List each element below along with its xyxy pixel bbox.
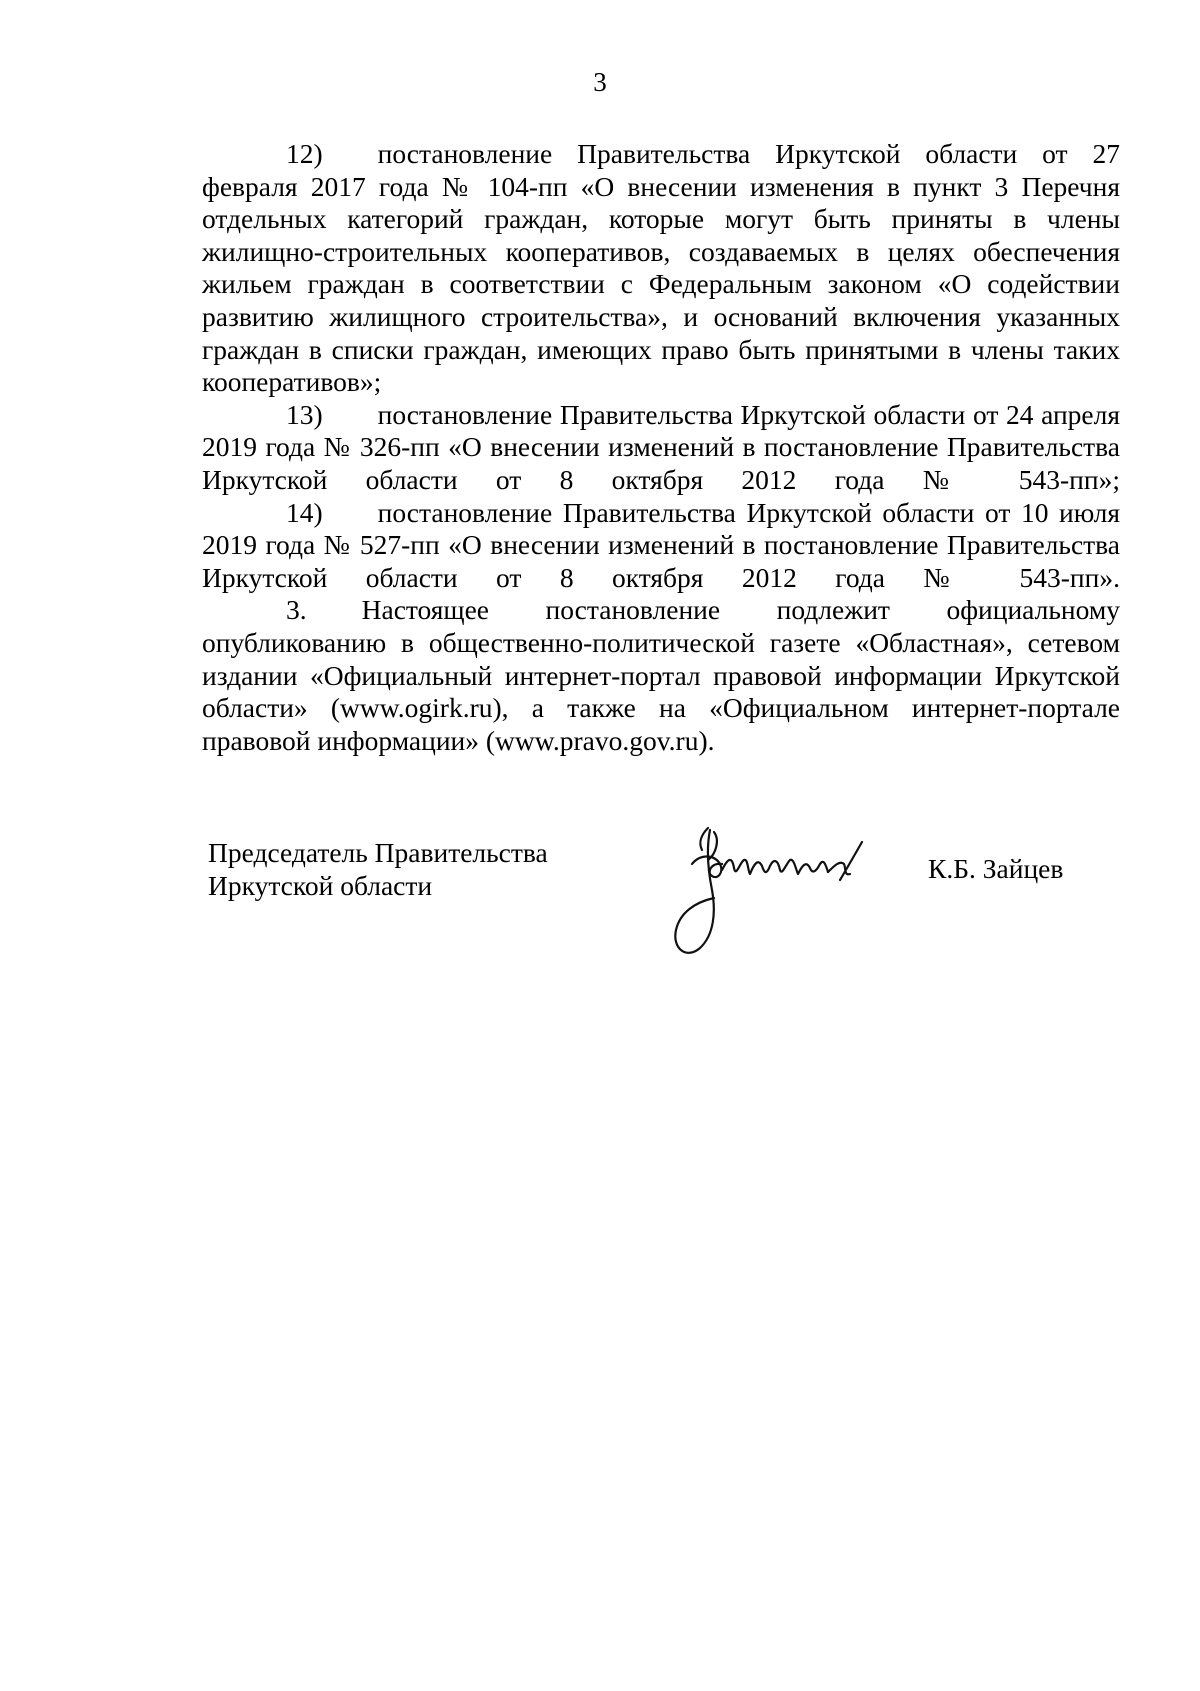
clause-3-publication: 3. Настоящее постановление подлежит официальному опубликованию в общественно-политической газете «Областная», сетевом издании «Официальный интернет-портал правовой информации Иркутской области» (www.ogirk.ru), а также на «Официальном интернет-портале правовой информации» (www.pravo.gov.ru).	[202, 594, 1120, 756]
signer-name: К.Б. Зайцев	[928, 853, 1064, 884]
list-item-14: 14) постановление Правительства Иркутской области от 10 июля 2019 года № 527-пп «О внесении изменений в постановление Правительства Иркутской области от 8 октября 2012 года № 543-пп».	[202, 496, 1120, 593]
list-item-13: 13) постановление Правительства Иркутской области от 24 апреля 2019 года № 326-пп «О внесении изменений в постановление Правительства Иркутской области от 8 октября 2012 года № 543-пп»;	[202, 398, 1120, 495]
position-line-1: Председатель Правительства	[208, 837, 548, 868]
document-body	[202, 138, 1120, 757]
handwritten-signature-icon	[662, 820, 922, 970]
position-line-2: Иркутской области	[208, 870, 433, 901]
signatory-position	[208, 836, 548, 902]
page-number: 3	[593, 67, 607, 97]
list-item-12: 12) постановление Правительства Иркутской области от 27 февраля 2017 года № 104-пп «О внесении изменения в пункт 3 Перечня отдельных категорий граждан, которые могут быть приняты в члены жилищно-строительных кооперативов, создаваемых в целях обеспечения жильем граждан в соответствии с Федеральным законом «О содействии развитию жилищного строительства», и оснований включения указанных граждан в списки граждан, имеющих право быть принятыми в члены таких кооперативов»;	[202, 138, 1120, 398]
